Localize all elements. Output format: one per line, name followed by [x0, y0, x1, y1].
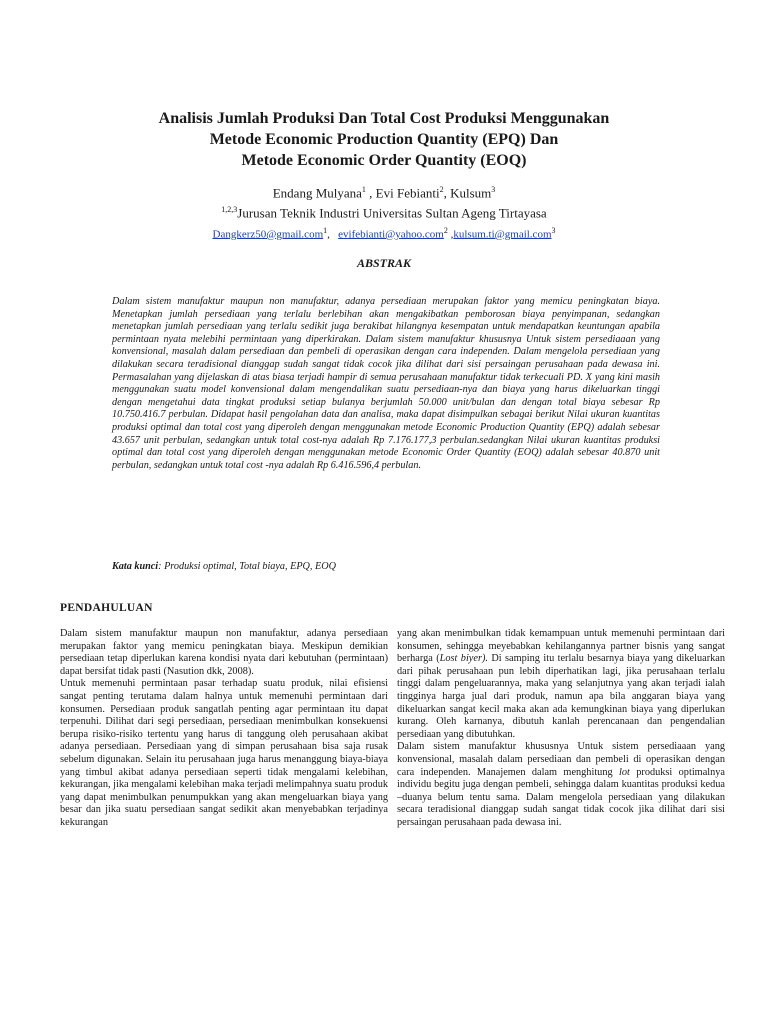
- text-run: Dalam sistem manufaktur khususnya Untuk sistem persediaaan yang konvensional, masalah dalam persediaan dan pembeli di operasikan dengan cara independen. Manajemen dalam menghitung: [397, 741, 725, 778]
- text-run-italic: Lost biyer).: [439, 653, 488, 665]
- title-line-3: Metode Economic Order Quantity (EOQ): [241, 152, 527, 169]
- author-separator-2: ,: [443, 185, 451, 201]
- email-link-3[interactable]: kulsum.ti@gmail.com: [453, 228, 552, 241]
- author-separator-1: ,: [365, 185, 376, 201]
- email-link-2[interactable]: evifebianti@yahoo.com: [338, 228, 444, 241]
- email-2-sup: 2: [443, 225, 448, 235]
- author-2: Evi Febianti: [375, 185, 440, 201]
- keywords-line: [112, 561, 660, 572]
- section-heading: PENDAHULUAN: [60, 602, 153, 614]
- author-2-sup: 2: [439, 185, 444, 194]
- intro-paragraph: Untuk memenuhi permintaan pasar terhadap suatu produk, nilai efisiensi sangat penting terutama dalam halnya untuk memenuhi permintaan dari konsumen. Persediaan produk sangatlah penting agar permintaan itu dapat terpenuhi. Dilihat dari segi persediaan, persediaan menimbulkan konsekuensi berupa risiko-risiko tertentu yang harus di tanggung oleh perusahaan akibat adanya persediaan. Persediaan yang di simpan perusahaan bisa saja rusak sebelum digunakan. Selain itu perusahaan juga harus menanggung biaya-biaya yang timbul akibat adanya persediaan seperti tidak mengalami kelebihan, kekurangan, jika mengalami kelebihan maka terjadi melimpahnya suatu produk yang dapat menimbulkan penumpukkan yang akan mengeluarkan biaya yang besar dan jika suatu persediaan sangat sedikit akan menyebabkan terjadinya kekurangan: [60, 678, 388, 828]
- author-3: Kulsum: [450, 185, 492, 201]
- intro-column-left: [60, 628, 388, 906]
- text-run: yang akan menimbulkan tidak kemampuan untuk memenuhi permintaan dari konsumen, sehingga meyebabkan kehilangannya partner bisnis yang sangat berharga (: [397, 628, 725, 665]
- author-1-sup: 1: [361, 185, 366, 194]
- author-emails: Dangkerz50@gmail.com$^1$, evifebianti@yahoo.com$^2$ ,kulsum.ti@gmail.com$^3$: [212, 225, 556, 241]
- keywords-text: : Produksi optimal, Total biaya, EPQ, EOQ: [158, 561, 336, 572]
- affiliation-sup: 1,2,3: [221, 205, 238, 215]
- abstract-heading: ABSTRAK: [356, 256, 412, 270]
- abstract-body: Dalam sistem manufaktur maupun non manufaktur, adanya persediaan merupakan faktor yang memicu peningkatan biaya. Menetapkan jumlah persediaan yang terlalu berlebihan akan mengakibatkan pemborosan biaya penyimpanan, sedangkan menetapkan jumlah persediaan yang terlalu sedikit juga berakibat hilangnya kesempatan untuk mendapatkan keuntungan apabila permintaan nyata melebihi permintaan yang diperkirakan. Dalam sistem manufaktur khususnya Untuk sistem persediaaan yang konvensional, masalah dalam persediaan dan pembeli di operasikan dengan cara independen. Dalam mengelola persediaan yang dilakukan secara teradisional dianggap sudah sangat tidak cocok jika dilihat dari sisi persaingan perusahaan pada dewasa ini. Permasalahan yang dijelaskan di atas biasa terjadi hampir di semua perusahaan manufaktur tidak terkecuali PD. X yang kini masih menggunakan suatu model konvensional dalam mengendalikan suatu persediaan-nya dan biaya yang harus dikeluarkan tinggi dengan mengetahui data tingkat produksi setiap bulanya berjumlah 50.000 unit/bulan dan dengan total biaya sebesar Rp 10.750.416.7 perbulan. Didapat hasil pengolahan data dan analisa, maka dapat disimpulkan sebagai berikut Nilai ukuran kuantitas produksi optimal dan total cost yang diperoleh dengan menggunakan metode Economic Production Quantity (EPQ) adalah sebesar 43.657 unit perbulan, sedangkan untuk total cost-nya adalah Rp 7.176.177,3 perbulan.sedangkan Nilai ukuran kuantitas produksi optimal dan total cost yang diperoleh dengan menggunakan metode Economic Order Quantity (EOQ) adalah sebesar 40.870 unit perbulan, sedangkan untuk total cost -nya adalah Rp 6.416.596,4 perbulan.: [112, 296, 660, 471]
- email-3-sup: 3: [551, 225, 556, 235]
- affiliation: [60, 201, 708, 221]
- intro-paragraph: Dalam sistem manufaktur maupun non manufaktur, adanya persediaan merupakan faktor yang memicu peningkatan biaya. Meskipun demikian persediaan tetap diperlukan karena kondisi nyata dari kebutuhan (permintaan) dapat bersifat tidak pasti (Nasution dkk, 2008).: [60, 628, 388, 677]
- author-3-sup: 3: [491, 185, 496, 194]
- email-link-1[interactable]: Dangkerz50@gmail.com: [212, 228, 324, 241]
- text-run: produksi optimalnya individu begitu juga dengan pembeli, sehingga dalam kuantitas produksi kedua –duanya belum tentu sama. Dalam mengelola persediaan yang dilakukan secara teradisional dianggap sudah sangat tidak cocok jika dilihat dari sisi persaingan perusahaan pada dewasa ini.: [397, 766, 725, 828]
- affiliation-text: Jurusan Teknik Industri Universitas Sultan Ageng Tirtayasa: [237, 205, 547, 221]
- author-1: Endang Mulyana: [272, 185, 362, 201]
- title-line-2: Metode Economic Production Quantity (EPQ) Dan: [209, 131, 559, 148]
- author-block: [60, 181, 708, 243]
- intro-column-right: [397, 628, 725, 908]
- title-line-1: Analisis Jumlah Produksi Dan Total Cost Produksi Menggunakan: [158, 110, 610, 127]
- email-1-sup: 1: [323, 225, 328, 235]
- intro-paragraph: [397, 741, 725, 829]
- author-names: [60, 181, 708, 201]
- text-run: Di samping itu terlalu besarnya biaya yang dikeluarkan dari pihak perusahaan pun lebih diperhatikan lagi, jika perusahaan terlalu tinggi dalam pengeluarannya, maka yang selanjutnya yang akan terjadi ialah tingginya harga jual dari produk, namun apa bila anggaran biaya yang dikeluarkan sangat kecil maka akan ada kemungkinan biaya yang diperlukan kurang. Oleh karnanya, dibutuh kanlah perencanaan dan pengendalian persediaan yang dibutuhkan.: [397, 653, 725, 740]
- intro-paragraph: [397, 628, 725, 741]
- keywords-label: Kata kunci: [112, 561, 159, 572]
- text-run-italic: lot: [619, 766, 630, 778]
- paper-title: [60, 108, 708, 171]
